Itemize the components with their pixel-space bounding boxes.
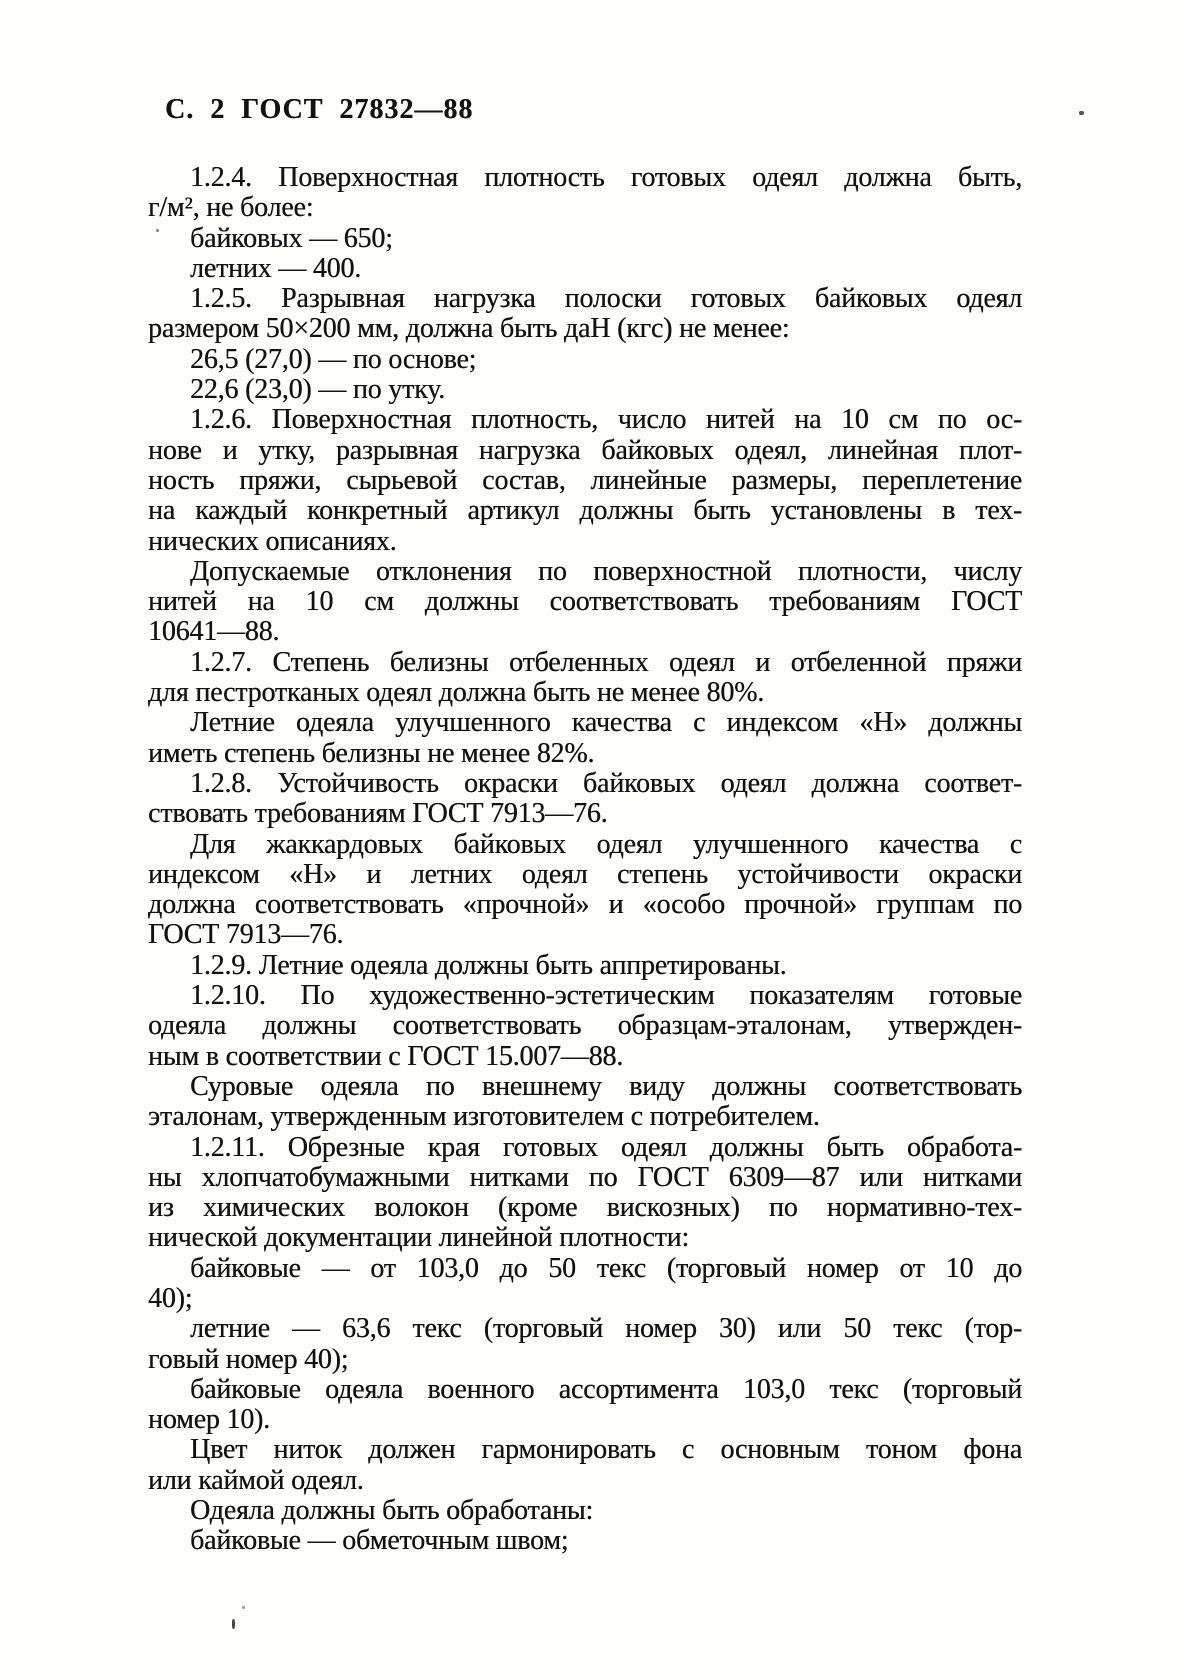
text-line: 1.2.8. Устойчивость окраски байковых одеял должна соответ- xyxy=(190,767,1022,799)
text-line: 40); xyxy=(148,1282,193,1314)
text-line: байковых — 650; xyxy=(190,222,393,254)
scan-artifact xyxy=(1079,111,1084,115)
text-line: байковые — обметочным швом; xyxy=(190,1525,569,1557)
text-line: байковые одеяла военного ассортимента 103,0 текс (торговый xyxy=(190,1373,1022,1405)
text-line: 1.2.6. Поверхностная плотность, число нитей на 10 см по ос- xyxy=(190,404,1022,436)
page-header: С. 2 ГОСТ 27832—88 xyxy=(165,94,474,125)
text-line: 1.2.7. Степень белизны отбеленных одеял и отбеленной пряжи xyxy=(190,646,1022,678)
text-line: Допускаемые отклонения по поверхностной плотности, числу xyxy=(190,555,1022,587)
text-line: летние — 63,6 текс (торговый номер 30) или 50 текс (тор- xyxy=(190,1313,1022,1345)
text-line: нове и утку, разрывная нагрузка байковых одеял, линейная плот- xyxy=(148,434,1022,466)
text-line: 1.2.11. Обрезные края готовых одеял должны быть обработа- xyxy=(190,1131,1022,1163)
text-line: Летние одеяла улучшенного качества с индексом «Н» должны xyxy=(190,707,1022,739)
text-line: иметь степень белизны не менее 82%. xyxy=(148,737,595,769)
text-line: номер 10). xyxy=(148,1404,270,1436)
text-line: ны хлопчатобумажными нитками по ГОСТ 6309—87 или нитками xyxy=(148,1161,1022,1193)
text-line: 26,5 (27,0) — по основе; xyxy=(190,343,477,375)
text-line: Суровые одеяла по внешнему виду должны соответствовать xyxy=(190,1070,1022,1102)
text-line: на каждый конкретный артикул должны быть установлены в тех- xyxy=(148,495,1022,527)
text-line: нических описаниях. xyxy=(148,525,397,557)
text-line: летних — 400. xyxy=(190,252,362,284)
text-line: Для жаккардовых байковых одеял улучшенного качества с xyxy=(190,828,1022,860)
text-line: Одеяла должны быть обработаны: xyxy=(190,1495,593,1527)
text-line: Цвет ниток должен гармонировать с основным тоном фона xyxy=(190,1434,1022,1466)
text-line: индексом «Н» и летних одеял степень устойчивости окраски xyxy=(148,858,1022,890)
text-line: нитей на 10 см должны соответствовать требованиям ГОСТ xyxy=(148,586,1022,618)
document-body xyxy=(148,163,1022,1557)
text-line: размером 50×200 мм, должна быть даН (кгс) не менее: xyxy=(148,313,790,345)
text-line: говый номер 40); xyxy=(148,1343,349,1375)
text-line: нической документации линейной плотности: xyxy=(148,1222,689,1254)
text-line: ГОСТ 7913—76. xyxy=(148,919,344,951)
text-line: 1.2.9. Летние одеяла должны быть аппретированы. xyxy=(190,949,787,981)
scan-artifact xyxy=(242,1606,245,1609)
scan-artifact xyxy=(232,1619,235,1629)
text-line: или каймой одеял. xyxy=(148,1464,364,1496)
text-line: для пестротканых одеял должна быть не менее 80%. xyxy=(148,677,764,709)
text-line: 1.2.4. Поверхностная плотность готовых одеял должна быть, xyxy=(190,162,1022,193)
text-line: 10641—88. xyxy=(148,616,280,648)
text-line: ствовать требованиям ГОСТ 7913—76. xyxy=(148,798,608,830)
text-line: должна соответствовать «прочной» и «особо прочной» группам по xyxy=(148,889,1022,921)
text-line: 1.2.5. Разрывная нагрузка полоски готовых байковых одеял xyxy=(190,283,1022,315)
text-line: ным в соответствии с ГОСТ 15.007—88. xyxy=(148,1040,624,1072)
scan-artifact xyxy=(156,229,159,232)
text-line: ность пряжи, сырьевой состав, линейные размеры, переплетение xyxy=(148,464,1022,496)
text-line: 1.2.10. По художественно-эстетическим показателям готовые xyxy=(190,980,1022,1012)
text-line: одеяла должны соответствовать образцам-эталонам, утвержден- xyxy=(148,1010,1022,1042)
text-line: эталонам, утвержденным изготовителем с потребителем. xyxy=(148,1101,820,1133)
text-line: 22,6 (23,0) — по утку. xyxy=(190,374,445,406)
text-line: из химических волокон (кроме вискозных) по нормативно-тех- xyxy=(148,1192,1022,1224)
text-line: г/м², не более: xyxy=(148,192,314,224)
text-line: байковые — от 103,0 до 50 текс (торговый номер от 10 до xyxy=(190,1252,1022,1284)
